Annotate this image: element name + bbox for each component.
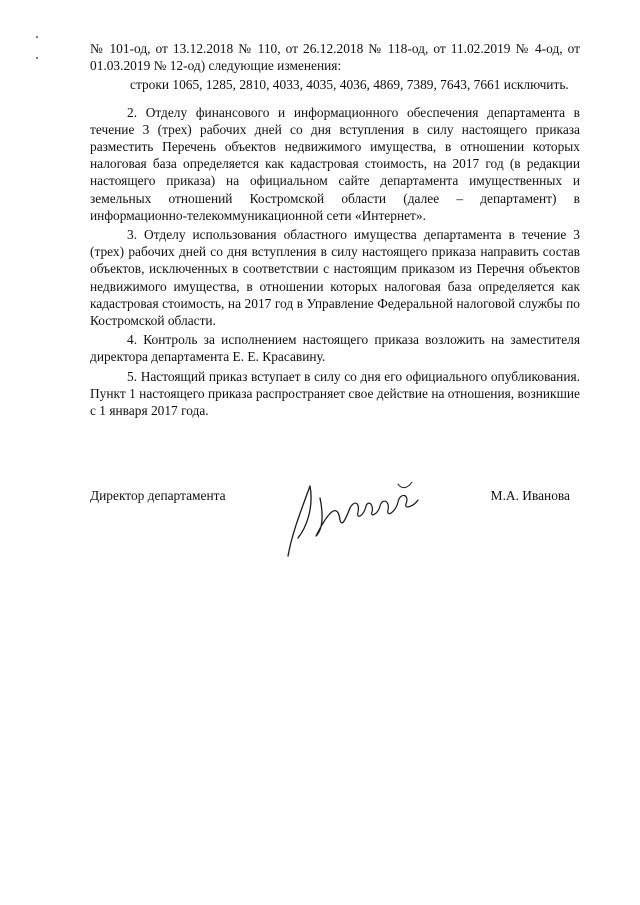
signature-block — [90, 478, 580, 568]
paragraph-item-3: 3. Отделу использования областного имущества департамента в течение 3 (трех) рабочих дней со дня вступления в силу настоящего приказа направить состав объектов, исключенных в соответствии с настоящим приказом из Перечня объектов недвижимого имущества, в отношении которых налоговая база определяется как кадастровая стоимость, на 2017 год в Управление Федеральной налоговой службы по Костромской области. — [90, 227, 580, 329]
document-body — [90, 40, 580, 421]
paragraph-rows-excluded: строки 1065, 1285, 2810, 4033, 4035, 4036, 4869, 7389, 7643, 7661 исключить. — [130, 77, 569, 93]
paragraph-intro: № 101-од, от 13.12.2018 № 110, от 26.12.2018 № 118-од, от 11.02.2019 № 4-од, от 01.03.2019 № 12-од) следующие изменения: — [90, 41, 580, 74]
paragraph-item-4: 4. Контроль за исполнением настоящего приказа возложить на заместителя директора департамента Е. Е. Красавину. — [90, 332, 580, 365]
scan-mark — [36, 36, 38, 38]
scan-mark — [36, 57, 38, 59]
signatory-name: М.А. Иванова — [490, 488, 570, 503]
handwritten-signature — [280, 478, 430, 563]
paragraph-item-2: 2. Отделу финансового и информационного обеспечения департамента в течение 3 (трех) рабочих дней со дня вступления в силу настоящего приказа разместить Перечень объектов недвижимого имущества, в отношении которых налоговая база определяется как кадастровая стоимость, на 2017 год (в редакции настоящего приказа) на официальном сайте департамента имущественных и земельных отношений Костромской области (далее – департамент) в информационно-телекоммуникационной сети «Интернет». — [90, 104, 580, 223]
signatory-role: Директор департамента — [90, 488, 226, 503]
paragraph-item-5: 5. Настоящий приказ вступает в силу со дня его официального опубликования. Пункт 1 настоящего приказа распространяет свое действие на отношения, возникшие с 1 января 2017 года. — [90, 368, 580, 419]
